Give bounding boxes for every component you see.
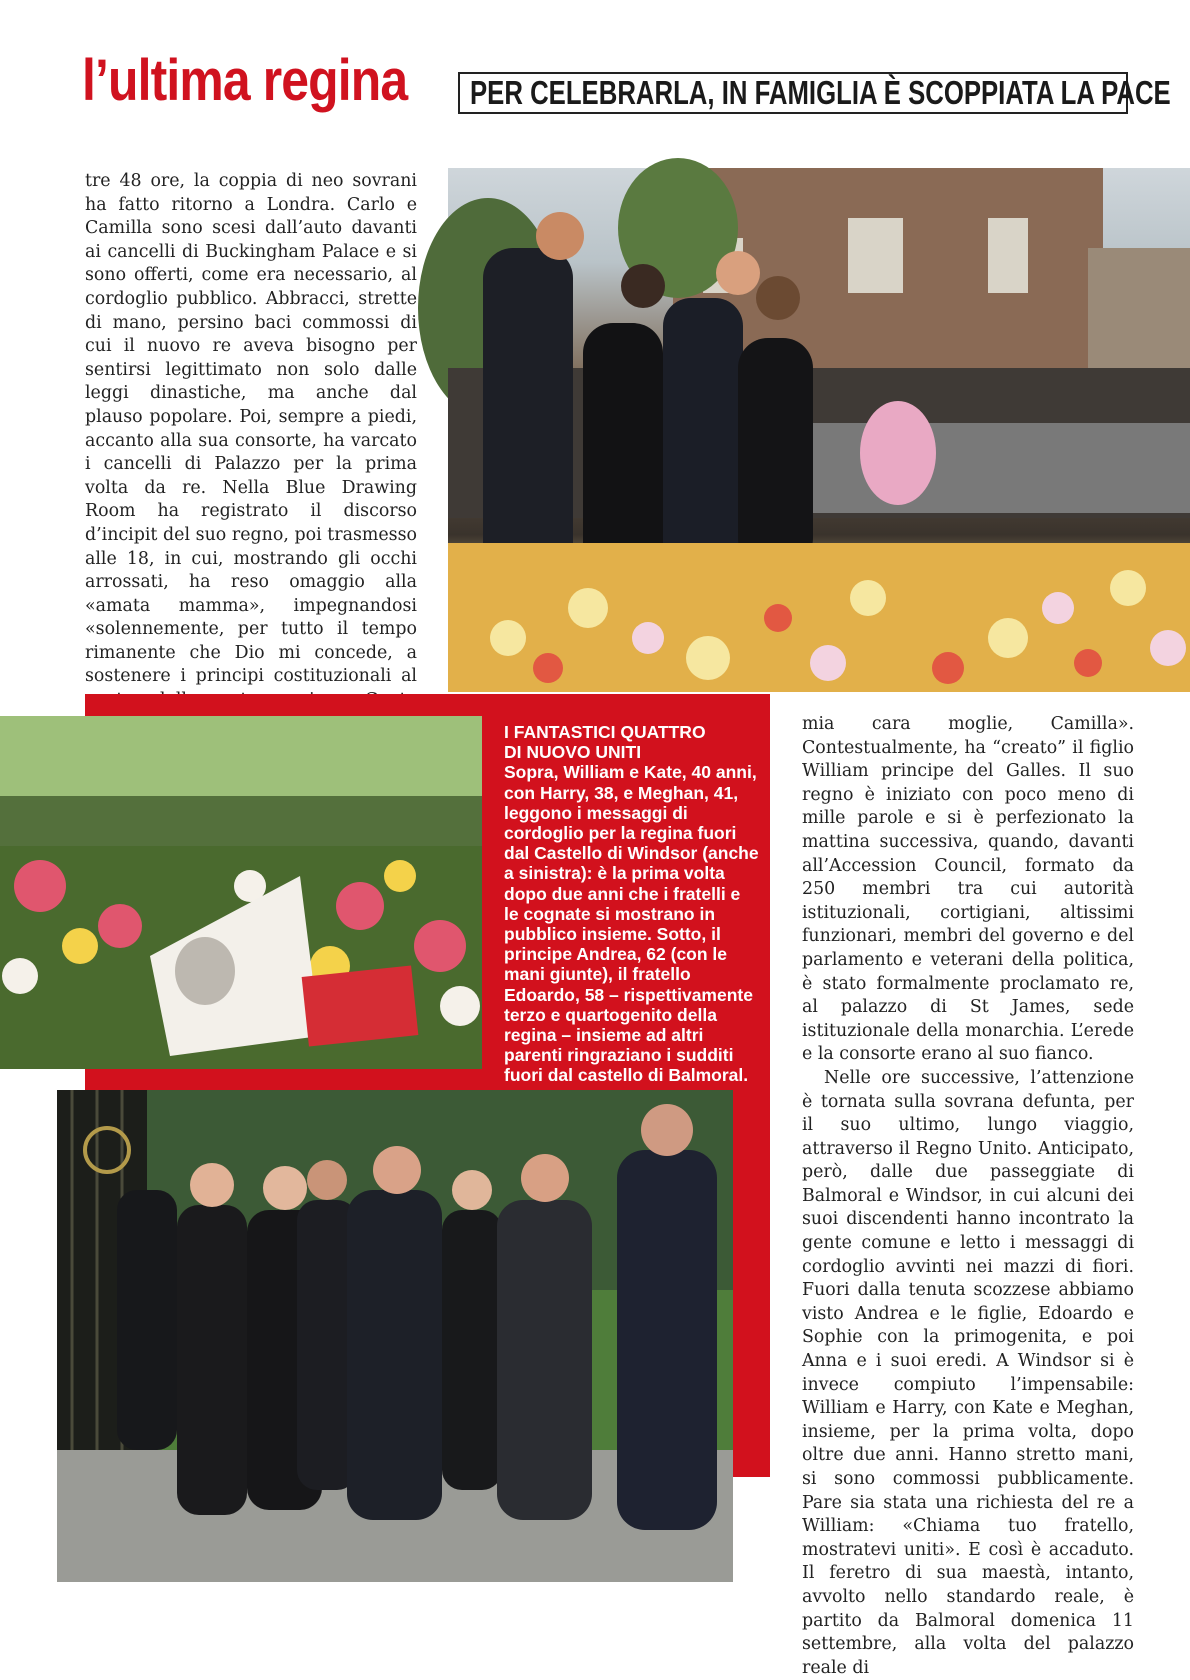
article-column-left <box>85 170 417 687</box>
caption-body: Sopra, William e Kate, 40 anni, con Harry, 38, e Meghan, 41, leggono i messaggi di cordoglio per la regina fuori dal Castello di Windsor (anche a sinistra): è la prima volta dopo due anni che i fratelli e le cognate si mostrano in pubblico insieme. Sotto, il principe Andrea, 62 (con le mani giunte), il fratello Edoardo, 58 – rispettivamente terzo e quartogenito della regina – insieme ad altri parenti ringraziano i sudditi fuori dal castello di Balmoral. <box>504 762 759 1086</box>
photo-floral-tributes <box>0 716 482 1069</box>
photo-balmoral-royals <box>57 1090 733 1582</box>
article-column-right <box>802 713 1134 1678</box>
subhead-box <box>458 72 1171 114</box>
caption-title-line2: DI NUOVO UNITI <box>504 742 642 763</box>
article-paragraph: mia cara moglie, Camilla». Contestualmente, ha “creato” il figlio William principe del Galles. Il suo regno è iniziato con poco meno di mille parole e si è perfezionato la mattina successiva, quando, davanti all’Accession Council, formato da 250 membri tra cui autorità istituzionali, cortigiani, altissimi funzionari, membri del governo e del parlamento e veterani della politica, è stato formalmente proclamato re, al palazzo di St James, sede istituzionale della monarchia. L’erede e la consorte erano al suo fianco. <box>802 714 1134 1065</box>
page-kicker-title: l’ultima regina <box>82 48 408 113</box>
article-paragraph: Nelle ore successive, l’attenzione è tornata sulla sovrana defunta, per il suo ultimo, lungo viaggio, attraverso il Regno Unito. Anticipato, però, dalle due passeggiate di Balmoral e Windsor, in cui alcuni dei suoi discendenti hanno incontrato la gente comune e letto i messaggi di cordoglio avvinti nei mazzi di fiori. Fuori dalla tenuta scozzese abbiamo visto Andrea e le figlie, Edoardo e Sophie con la primogenita, e poi Anna e i suoi eredi. A Windsor si è invece compiuto l’impensabile: William e Harry, con Kate e Meghan, insieme, per la prima volta, dopo oltre due anni. Hanno stretto mani, si sono commossi pubblicamente. Pare sia stata una richiesta del re a William: «Chiama tuo fratello, mostratevi uniti». E così è accaduto. Il feretro di sua maestà, intanto, avvolto nello standardo reale, è partito da Balmoral domenica 11 settembre, alla volta del palazzo reale di <box>802 1067 1134 1678</box>
photo-caption <box>504 722 759 1086</box>
photo-balmoral-illustration <box>57 1090 733 1582</box>
subhead-text: PER CELEBRARLA, IN FAMIGLIA È SCOPPIATA LA PACE <box>470 74 1171 111</box>
photo-tributes-illustration <box>0 716 482 1069</box>
article-paragraph: tre 48 ore, la coppia di neo sovrani ha fatto ritorno a Londra. Carlo e Camilla sono scesi dall’auto davanti ai cancelli di Buckingham Palace e si sono offerti, come era necessario, al cordoglio pubblico. Abbracci, strette di mano, persino baci commossi di cui il nuovo re aveva bisogno per sentirsi legittimato non solo dalle leggi dinastiche, ma anche dal plauso popolare. Poi, sempre a piedi, accanto alla sua consorte, ha varcato i cancelli di Palazzo per la prima volta da re. Nella Blue Drawing Room ha registrato il discorso d’incipit del suo regno, poi trasmesso alle 18, in cui, mostrando gli occhi arrossati, ha reso omaggio alla «amata mamma», impegnandosi «solennemente, per tutto il tempo rimanente che Dio mi concede, a sostenere i principi costituzionali al <box>85 171 417 687</box>
photo-windsor-illustration <box>448 168 1190 692</box>
photo-windsor-royals <box>448 168 1190 692</box>
caption-title-line1: I FANTASTICI QUATTRO <box>504 722 706 742</box>
